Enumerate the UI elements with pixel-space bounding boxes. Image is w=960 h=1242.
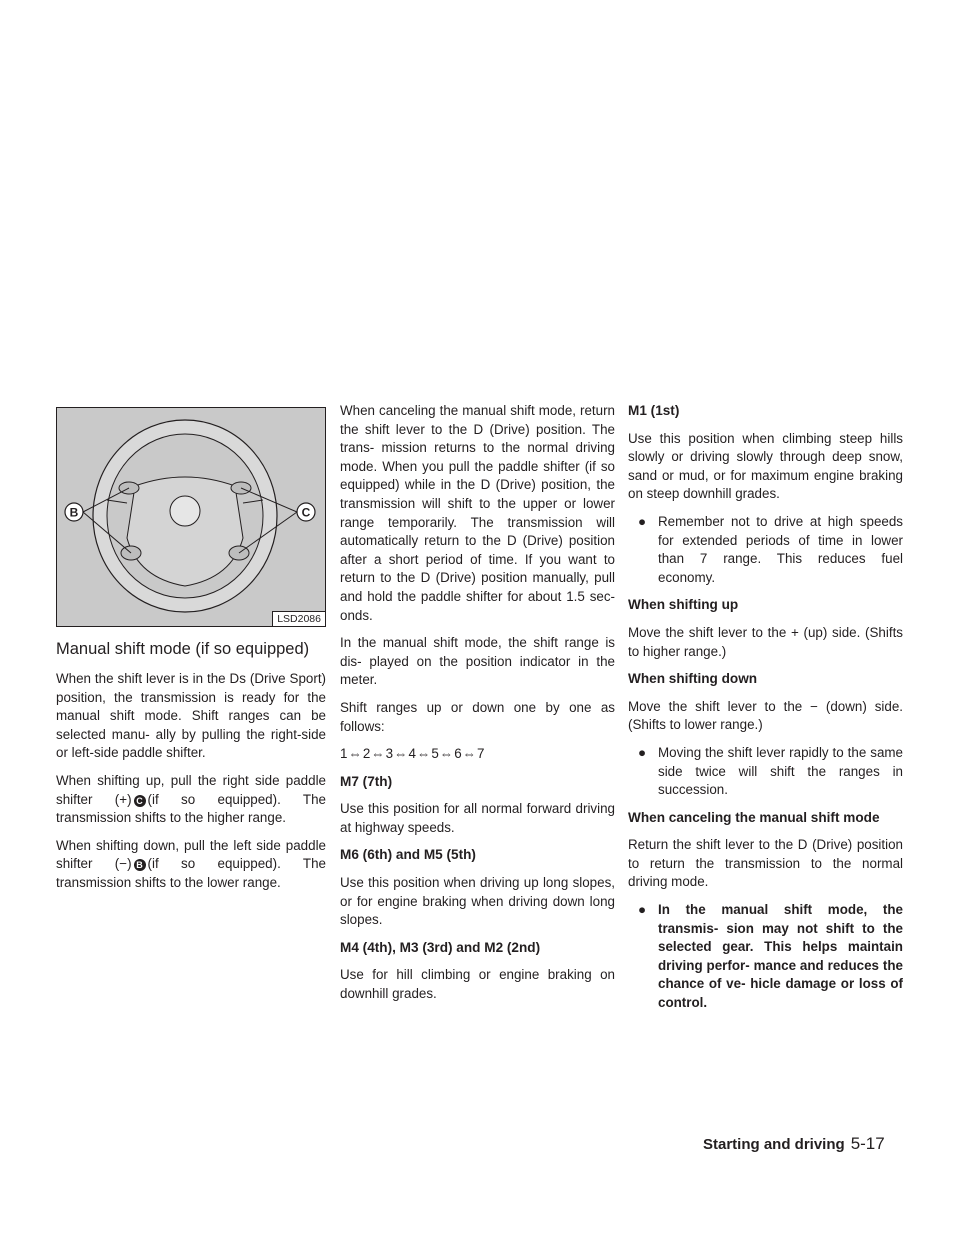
intro-paragraph: When the shift lever is in the Ds (Drive Sport) position, the transmission is ready for the manual shift mode. Shift ranges can be selected manu- ally by pulling the right-side or left-side paddle shifter. [56, 671, 326, 761]
steering-wheel-illustration [57, 408, 325, 626]
page-footer [703, 1134, 885, 1154]
bullet-icon: ● [638, 902, 647, 918]
bullet-icon: ● [638, 513, 647, 529]
callout-c-label: C [301, 505, 311, 520]
heading-m6-m5: M6 (6th) and M5 (5th) [340, 847, 476, 863]
column-left [56, 407, 326, 902]
canceling-paragraph: Return the shift lever to the D (Drive) position to return the transmission to the normal driving mode. [628, 837, 903, 890]
shifting-up-paragraph: Move the shift lever to the + (up) side. (Shifts to higher range.) [628, 624, 903, 659]
m4-m3-m2-paragraph: Use for hill climbing or engine braking on downhill grades. [340, 967, 615, 1002]
heading-m4-m3-m2: M4 (4th), M3 (3rd) and M2 (2nd) [340, 939, 541, 955]
shift-down-paragraph: When shifting down, pull the left side paddle shifter (−) B (if so equipped). The transmission shifts to the lower range. [56, 837, 326, 890]
m1-paragraph: Use this position when climbing steep hills slowly or driving slowly through deep snow, sand or mud, or for maximum engine braking on steep downhill grades. [628, 430, 903, 502]
shifting-down-paragraph: Move the shift lever to the − (down) side. (Shifts to lower range.) [628, 698, 903, 733]
footer-section: Starting and driving [703, 1136, 845, 1153]
shift-up-paragraph: When shifting up, pull the right side paddle shifter (+) C (if so equipped). The transmission shifts to the higher range. [56, 772, 326, 826]
page-number: 5-17 [850, 1134, 885, 1153]
cancel-paragraph: When canceling the manual shift mode, return the shift lever to the D (Drive) position. The trans- mission returns to the normal driving mode. When you pull the paddle shifter (if so equipped) while in the D (Drive) position, the transmission will shift to the upper or lower range temporarily. The transmission will automatically return to the D (Drive) position after a short period of time. If you want to return to the D (Drive) position manually, pull and hold the paddle shifter for about 1.5 sec- onds. [340, 403, 615, 623]
bullet-icon: ● [638, 744, 647, 760]
heading-m1: M1 (1st) [628, 403, 680, 418]
figure-code: LSD2086 [272, 611, 325, 626]
letter-c-icon: C [134, 795, 146, 807]
column-right [628, 402, 903, 1022]
shift-sequence: 1⇔2⇔3⇔4⇔5⇔6⇔7 [340, 746, 486, 762]
m7-paragraph: Use this position for all normal forward driving at highway speeds. [340, 801, 615, 835]
indicator-paragraph: In the manual shift mode, the shift range is dis- played on the position indicator in the meter. [340, 635, 615, 688]
heading-shifting-up: When shifting up [628, 597, 739, 613]
list-item: ● Remember not to drive at high speeds for extended periods of time in lower than 7 range. This reduces fuel economy. [628, 513, 903, 587]
list-item: ● Moving the shift lever rapidly to the same side twice will shift the ranges in succession. [628, 744, 903, 800]
steering-wheel-figure [56, 407, 326, 627]
sequence-intro: Shift ranges up or down one by one as follows: [340, 699, 615, 734]
heading-m7: M7 (7th) [340, 773, 393, 789]
letter-b-icon: B [134, 859, 146, 871]
column-middle [340, 402, 615, 1013]
section-title: Manual shift mode (if so equipped) [56, 640, 310, 658]
warning-list-item: ● In the manual shift mode, the transmis- sion may not shift to the selected gear. This helps maintain driving perfor- mance and reduces the chance of ve- hicle damage or loss of control. [628, 901, 903, 1013]
heading-shifting-down: When shifting down [628, 671, 758, 687]
m6-m5-paragraph: Use this position when driving up long slopes, or for engine braking when driving down long slopes. [340, 875, 615, 928]
callout-b-label: B [69, 505, 79, 520]
heading-canceling: When canceling the manual shift mode [628, 809, 880, 825]
